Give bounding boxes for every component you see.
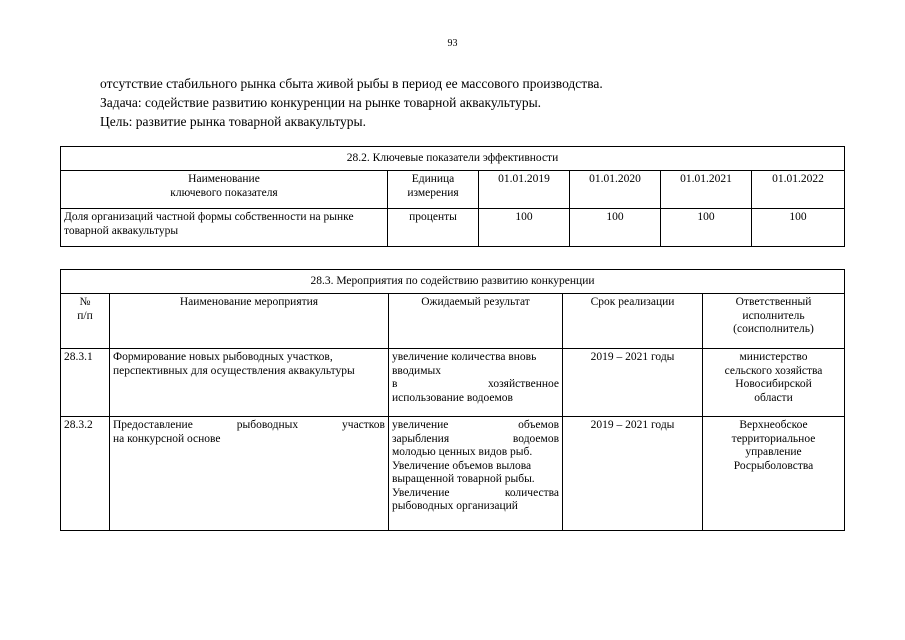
indicator-value: 100: [752, 209, 845, 247]
indicator-unit: проценты: [388, 209, 479, 247]
expected-result: увеличение объемов зарыбления водоемов молодью ценных видов рыб. Увеличение объемов вылова выращенной товарной рыбы. Увеличение количества рыбоводных организаций: [389, 417, 563, 531]
header-unit: Единица измерения: [388, 171, 479, 209]
header-date: 01.01.2022: [752, 171, 845, 209]
row-number: 28.3.2: [61, 417, 110, 531]
header-number: № п/п: [61, 294, 110, 349]
table-row: [61, 349, 845, 417]
measure-name: Предоставление рыбоводных участков на конкурсной основе: [110, 417, 389, 531]
table-caption: 28.2. Ключевые показатели эффективности: [61, 147, 845, 171]
header-result: Ожидаемый результат: [389, 294, 563, 349]
row-number: 28.3.1: [61, 349, 110, 417]
indicator-value: 100: [661, 209, 752, 247]
intro-task: Задача: содействие развитию конкуренции на рынке товарной аквакультуры.: [100, 95, 542, 110]
intro-goal: Цель: развитие рынка товарной аквакультуры.: [100, 114, 366, 129]
table-row: [61, 209, 845, 247]
intro-text: [100, 74, 820, 131]
page-number: 93: [447, 38, 458, 49]
indicator-name: Доля организаций частной формы собственности на рынке товарной аквакультуры: [61, 209, 388, 247]
table-header-row: [61, 171, 845, 209]
header-indicator-name: Наименование ключевого показателя: [61, 171, 388, 209]
competition-measures-table: [60, 269, 845, 531]
header-responsible: Ответственный исполнитель (соисполнитель): [703, 294, 845, 349]
responsible: Верхнеобское территориальное управление Росрыболовства: [703, 417, 845, 531]
table-row: [61, 417, 845, 531]
table-caption: 28.3. Мероприятия по содействию развитию конкуренции: [61, 270, 845, 294]
term: 2019 – 2021 годы: [563, 417, 703, 531]
table-header-row: [61, 294, 845, 349]
key-indicators-table: [60, 146, 845, 247]
header-date: 01.01.2021: [661, 171, 752, 209]
header-measure: Наименование мероприятия: [110, 294, 389, 349]
header-term: Срок реализации: [563, 294, 703, 349]
responsible: министерство сельского хозяйства Новосибирской области: [703, 349, 845, 417]
measure-name: Формирование новых рыбоводных участков, перспективных для осуществления аквакультуры: [110, 349, 389, 417]
header-date: 01.01.2019: [479, 171, 570, 209]
intro-line: отсутствие стабильного рынка сбыта живой рыбы в период ее массового производства.: [100, 76, 603, 91]
term: 2019 – 2021 годы: [563, 349, 703, 417]
indicator-value: 100: [570, 209, 661, 247]
indicator-value: 100: [479, 209, 570, 247]
header-date: 01.01.2020: [570, 171, 661, 209]
expected-result: увеличение количества вновь вводимых в хозяйственное использование водоемов: [389, 349, 563, 417]
